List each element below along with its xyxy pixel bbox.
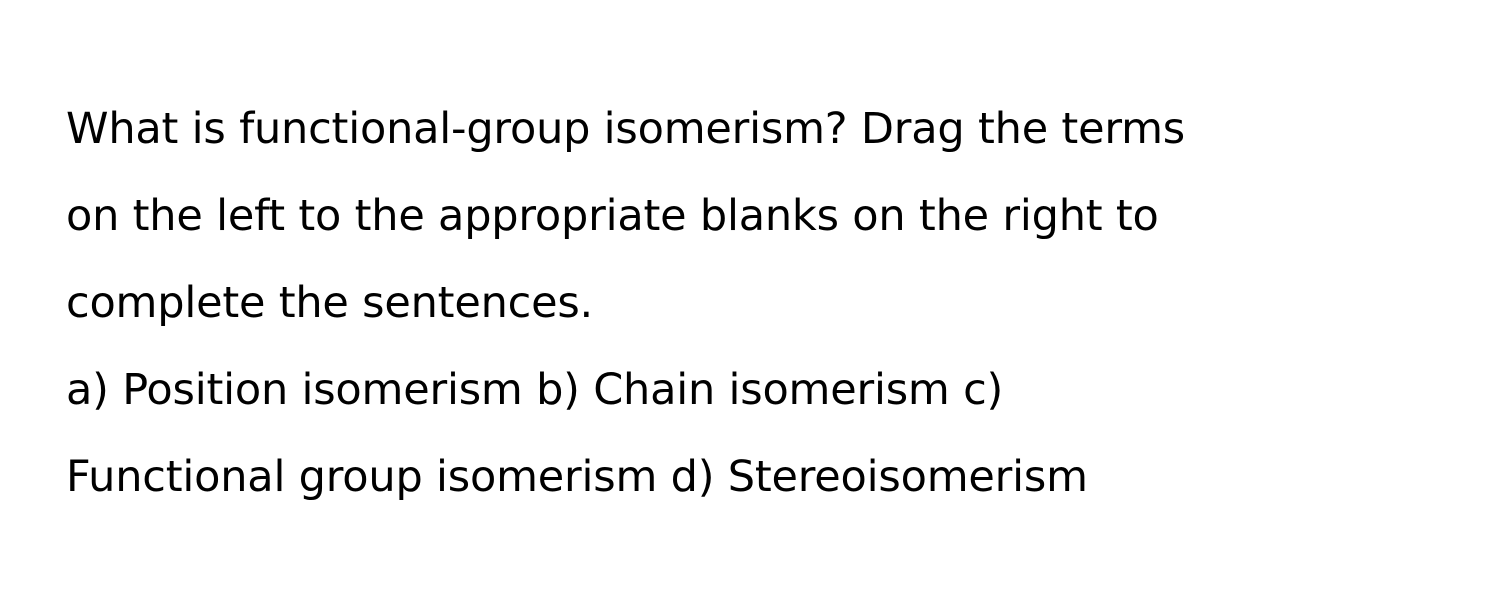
question-line-2: on the left to the appropriate blanks on the right to: [66, 191, 1159, 241]
question-line-1: What is functional-group isomerism? Drag the terms: [66, 104, 1185, 154]
question-line-3: complete the sentences.: [66, 278, 594, 328]
options-line-1: a) Position isomerism b) Chain isomerism c): [66, 365, 1004, 415]
options-line-2: Functional group isomerism d) Stereoisomerism: [66, 452, 1088, 502]
document-text: [66, 86, 1466, 521]
